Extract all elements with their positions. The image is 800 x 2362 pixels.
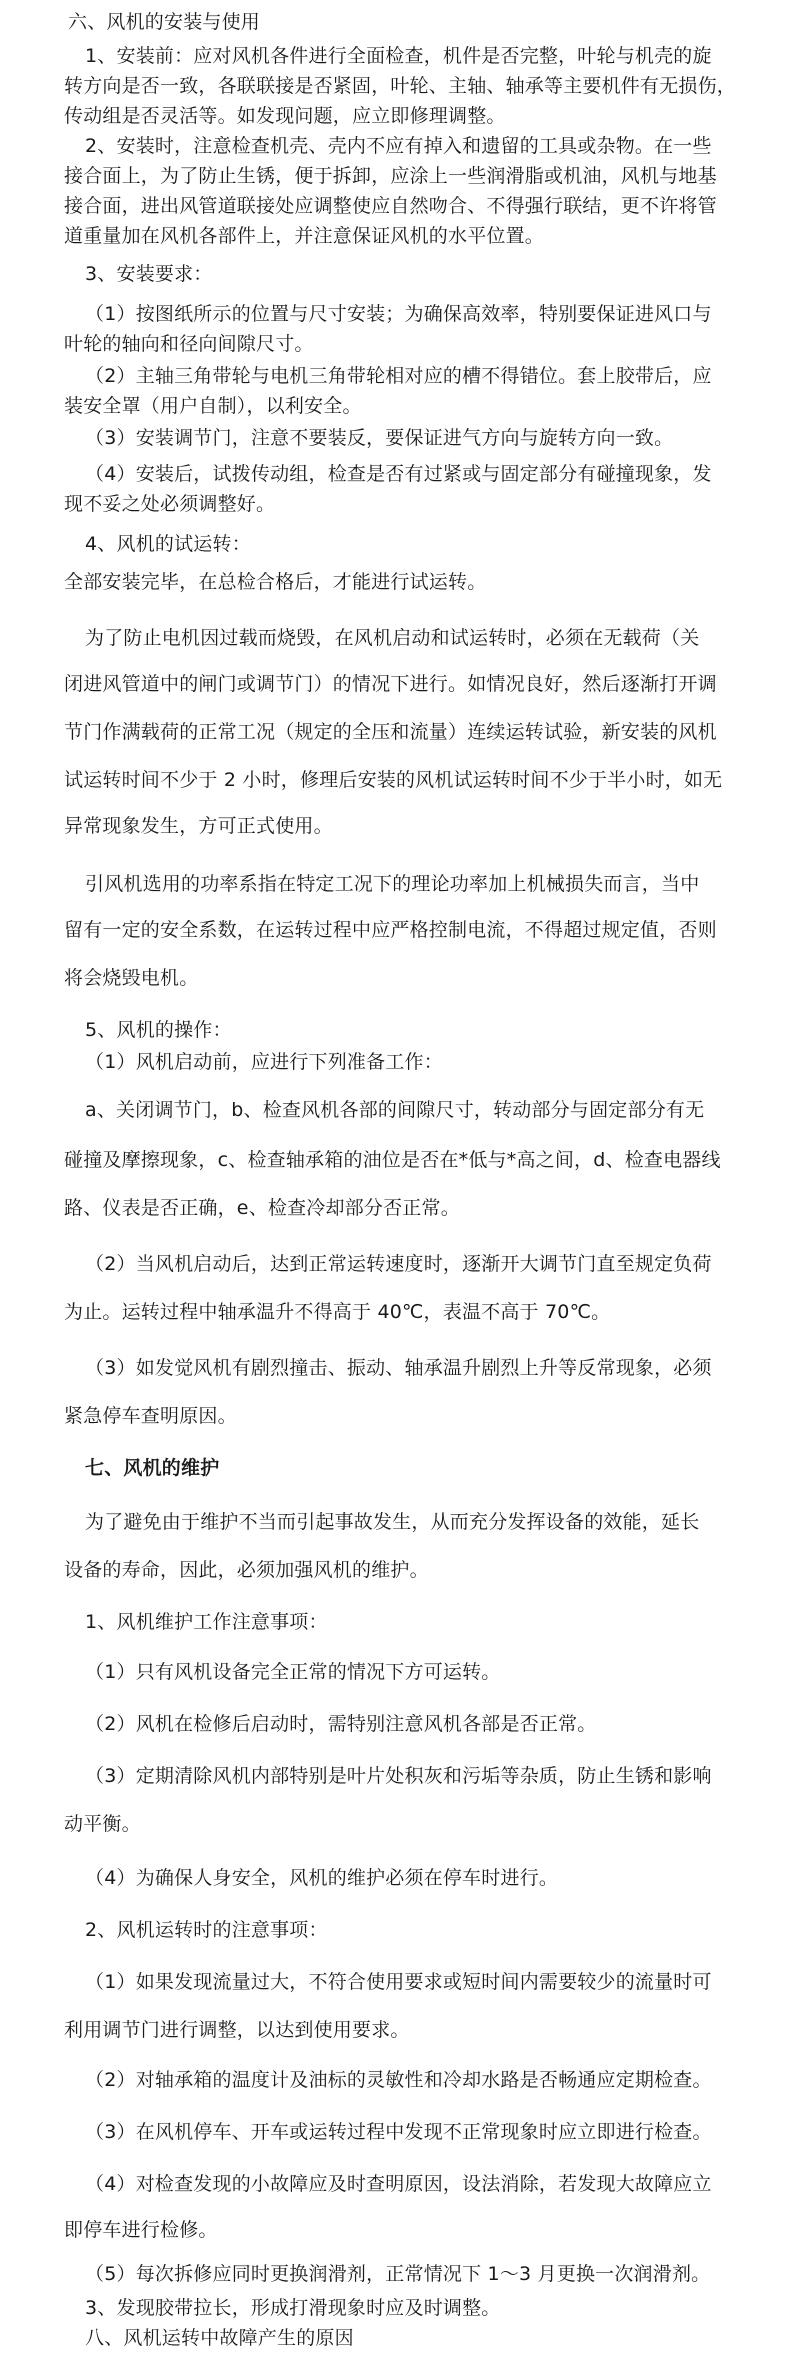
text-line: 3、安装要求： (85, 263, 213, 285)
text-line: 3、发现胶带拉长，形成打滑现象时应及时调整。 (85, 2297, 501, 2319)
text-line: 2、安装时，注意检查机壳、壳内不应有掉入和遗留的工具或杂物。在一些 (85, 135, 712, 157)
text-line: 4、风机的试运转： (85, 533, 251, 555)
text-line: （5）每次拆修应同时更换润滑剂，正常情况下 1～3 月更换一次润滑剂。 (85, 2263, 711, 2285)
text-line: 节门作满载荷的正常工况（规定的全压和流量）连续运转试验，新安装的风机 (64, 721, 717, 743)
text-line: 碰撞及摩擦现象，c、检查轴承箱的油位是否在*低与*高之间，d、检查电器线 (64, 1149, 721, 1171)
text-line: 现不妥之处必须调整好。 (64, 493, 276, 515)
text-line: （4）安装后，试拨传动组，检查是否有过紧或与固定部分有碰撞现象，发 (85, 463, 712, 485)
text-line: 1、风机维护工作注意事项： (85, 1611, 328, 1633)
text-line: （3）安装调节门，注意不要装反，要保证进气方向与旋转方向一致。 (85, 427, 674, 449)
text-line: 引风机选用的功率系指在特定工况下的理论功率加上机械损失而言，当中 (85, 873, 700, 895)
text-line: 设备的寿命，因此，必须加强风机的维护。 (64, 1559, 429, 1581)
text-line: 闭进风管道中的闸门或调节门）的情况下进行。如情况良好，然后逐渐打开调 (64, 673, 717, 695)
text-line: 全部安装完毕，在总检合格后，才能进行试运转。 (64, 571, 487, 593)
text-line: 装安全罩（用户自制），以利安全。 (64, 395, 362, 417)
text-line: 传动组是否灵活等。如发现问题，应立即修理调整。 (64, 105, 506, 127)
text-line: 叶轮的轴向和径向间隙尺寸。 (64, 333, 314, 355)
text-line: 将会烧毁电机。 (64, 967, 199, 989)
text-line: a、关闭调节门，b、检查风机各部的间隙尺寸，转动部分与固定部分有无 (85, 1099, 705, 1121)
text-line: （1）只有风机设备完全正常的情况下方可运转。 (85, 1661, 501, 1683)
text-line: （3）如发觉风机有剧烈撞击、振动、轴承温升剧烈上升等反常现象，必须 (85, 1357, 712, 1379)
text-line: 留有一定的安全系数，在运转过程中应严格控制电流，不得超过规定值，否则 (64, 919, 717, 941)
text-line: 接合面上，为了防止生锈，便于拆卸，应涂上一些润滑脂或机油，风机与地基 (64, 165, 717, 187)
text-line: （2）对轴承箱的温度计及油标的灵敏性和冷却水路是否畅通应定期检查。 (85, 2069, 712, 2091)
text-line: 异常现象发生，方可正式使用。 (64, 815, 333, 837)
text-line: 为止。运转过程中轴承温升不得高于 40℃，表温不高于 70℃。 (64, 1301, 611, 1323)
text-line: （1）风机启动前，应进行下列准备工作： (85, 1051, 443, 1073)
text-line: 转方向是否一致，各联联接是否紧固，叶轮、主轴、轴承等主要机件有无损伤， (64, 75, 737, 97)
text-line: 接合面，进出风管道联接处应调整使应自然吻合、不得强行联结，更不许将管 (64, 195, 717, 217)
text-line: 为了防止电机因过载而烧毁，在风机启动和试运转时，必须在无载荷（关 (85, 627, 700, 649)
text-line: （2）主轴三角带轮与电机三角带轮相对应的槽不得错位。套上胶带后，应 (85, 365, 712, 387)
text-line: 动平衡。 (64, 1813, 141, 1835)
text-line: 即停车进行检修。 (64, 2219, 218, 2241)
section-heading: 六、风机的安装与使用 (68, 11, 261, 33)
section-heading: 八、风机运转中故障产生的原因 (85, 2327, 354, 2349)
text-line: 2、风机运转时的注意事项： (85, 1919, 328, 1941)
text-line: （1）如果发现流量过大，不符合使用要求或短时间内需要较少的流量时可 (85, 1971, 712, 1993)
text-line: （1）按图纸所示的位置与尺寸安装；为确保高效率，特别要保证进风口与 (85, 303, 712, 325)
text-line: 道重量加在风机各部件上，并注意保证风机的水平位置。 (64, 225, 545, 247)
text-line: 路、仪表是否正确，e、检查冷却部分否正常。 (64, 1197, 460, 1219)
text-line: （4）为确保人身安全，风机的维护必须在停车时进行。 (85, 1867, 559, 1889)
text-line: （3）在风机停车、开车或运转过程中发现不正常现象时应立即进行检查。 (85, 2121, 712, 2143)
text-line: （2）当风机启动后，达到正常运转速度时，逐渐开大调节门直至规定负荷 (85, 1253, 712, 1275)
text-line: 为了避免由于维护不当而引起事故发生，从而充分发挥设备的效能，延长 (85, 1511, 700, 1533)
text-line: 1、安装前：应对风机各件进行全面检查，机件是否完整，叶轮与机壳的旋 (85, 45, 712, 67)
section-heading-bold: 七、风机的维护 (85, 1457, 220, 1479)
text-line: 5、风机的操作： (85, 1019, 232, 1041)
text-line: （4）对检查发现的小故障应及时查明原因，设法消除，若发现大故障应立 (85, 2173, 712, 2195)
text-line: 利用调节门进行调整，以达到使用要求。 (64, 2019, 410, 2041)
text-line: （3）定期清除风机内部特别是叶片处积灰和污垢等杂质，防止生锈和影响 (85, 1765, 712, 1787)
text-line: 试运转时间不少于 2 小时，修理后安装的风机试运转时间不少于半小时，如无 (64, 769, 723, 791)
text-line: （2）风机在检修后启动时，需特别注意风机各部是否正常。 (85, 1713, 597, 1735)
text-line: 紧急停车查明原因。 (64, 1405, 237, 1427)
